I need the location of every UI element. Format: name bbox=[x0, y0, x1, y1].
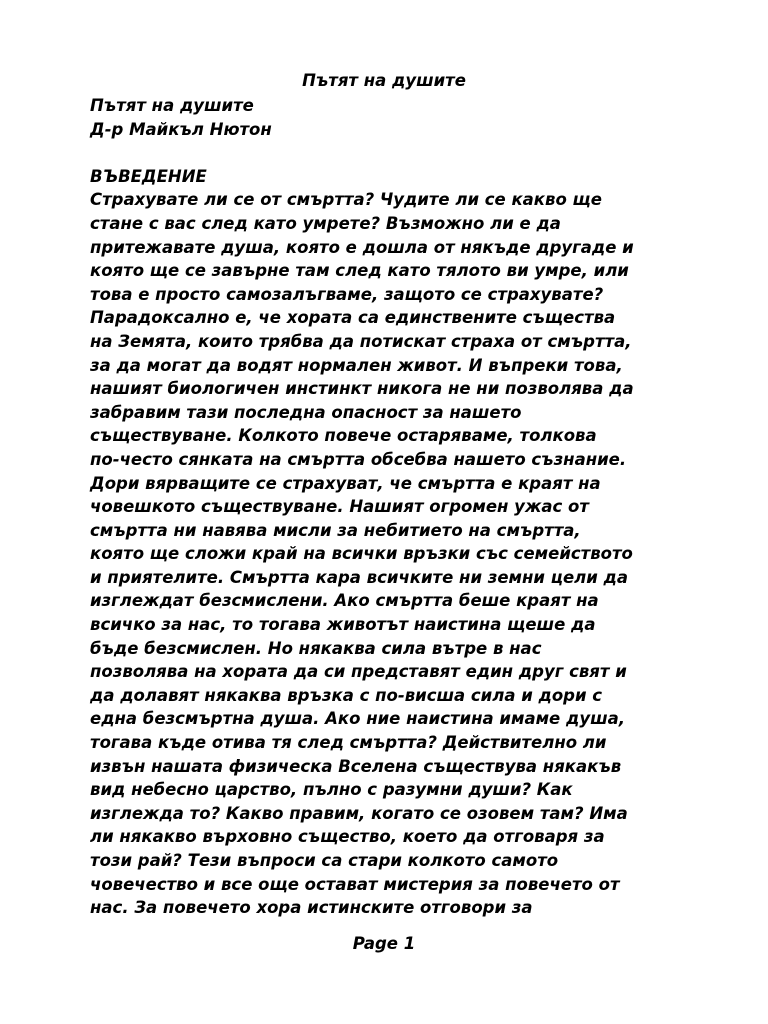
body-line: всичко за нас, то тогава животът наистина щеше да bbox=[90, 615, 596, 635]
body-line: извън нашата физическа Вселена съществува някакъв bbox=[90, 756, 622, 776]
body-line: Дори вярващите се страхуват, че смъртта е краят на bbox=[90, 473, 601, 493]
body-line: на Земята, които трябва да потискат страха от смъртта, bbox=[90, 331, 632, 351]
body-line: забравим тази последна опасност за нашето bbox=[90, 402, 522, 422]
document-body bbox=[90, 94, 690, 920]
body-line: и приятелите. Смъртта кара всичките ни земни цели да bbox=[90, 567, 628, 587]
blank-line bbox=[90, 141, 690, 165]
body-line: Парадоксално е, че хората са единствените същества bbox=[90, 308, 616, 328]
body-line: ли някакво върховно същество, което да отговаря за bbox=[90, 827, 605, 847]
body-line: бъде безсмислен. Но някаква сила вътре в нас bbox=[90, 638, 542, 658]
body-line: изглеждат безсмислени. Ако смъртта беше краят на bbox=[90, 591, 599, 611]
body-line: притежавате душа, която е дошла от някъде другаде и bbox=[90, 237, 634, 257]
running-header-title: Пътят на душите bbox=[302, 71, 466, 90]
body-line: по-често сянката на смъртта обсебва нашето съзнание. bbox=[90, 449, 627, 469]
body-line: стане с вас след като умрете? Възможно ли е да bbox=[90, 213, 561, 233]
page-number: Page 1 bbox=[352, 934, 416, 953]
body-line: Страхувате ли се от смъртта? Чудите ли се какво ще bbox=[90, 190, 602, 210]
body-line: изглежда то? Какво правим, когато се озовем там? Има bbox=[90, 803, 628, 823]
body-line: която ще сложи край на всички връзки със семейството bbox=[90, 544, 633, 564]
body-line: за да могат да водят нормален живот. И въпреки това, bbox=[90, 355, 623, 375]
body-line: смъртта ни навява мисли за небитието на смъртта, bbox=[90, 520, 581, 540]
body-line: съществуване. Колкото повече остаряваме, толкова bbox=[90, 426, 597, 446]
body-line: нас. За повечето хора истинските отговори за bbox=[90, 898, 533, 918]
body-line: позволява на хората да си представят един друг свят и bbox=[90, 662, 627, 682]
section-heading: ВЪВЕДЕНИЕ bbox=[90, 166, 207, 186]
body-text bbox=[90, 188, 690, 919]
body-line: човечество и все още остават мистерия за повечето от bbox=[90, 874, 620, 894]
body-line: една безсмъртна душа. Ако ние наистина имаме душа, bbox=[90, 709, 626, 729]
body-line: нашият биологичен инстинкт никога не ни позволява да bbox=[90, 379, 634, 399]
body-line: човешкото съществуване. Нашият огромен ужас от bbox=[90, 497, 589, 517]
document-title: Пътят на душите bbox=[90, 96, 254, 115]
body-line: която ще се завърне там след като тялото ви умре, или bbox=[90, 261, 629, 281]
body-line: този рай? Тези въпроси са стари колкото самото bbox=[90, 851, 559, 870]
body-line: това е просто самозалъгваме, защото се страхувате? bbox=[90, 284, 604, 304]
body-line: да долавят някаква връзка с по-висша сила и дори с bbox=[90, 685, 603, 705]
body-line: вид небесно царство, пълно с разумни души? Как bbox=[90, 780, 573, 800]
document-author: Д-р Майкъл Нютон bbox=[90, 119, 272, 139]
body-line: тогава къде отива тя след смъртта? Действително ли bbox=[90, 733, 607, 753]
